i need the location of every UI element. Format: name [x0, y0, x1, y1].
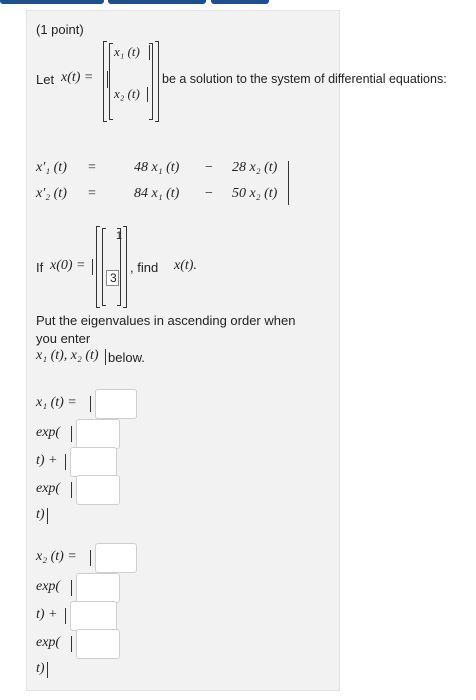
x1-coefficient-1-input[interactable]: [95, 389, 137, 419]
x2-label: x₂ (t) =: [36, 549, 77, 564]
inner-right-bracket: [149, 43, 153, 120]
exp-label: exp(: [36, 635, 61, 650]
x1-label: x₁ (t) =: [36, 395, 77, 410]
exp-label: exp(: [36, 579, 61, 594]
cursor-bar: [71, 482, 72, 498]
cursor-bar: [65, 608, 66, 624]
cursor-bar: [107, 71, 108, 88]
t-plus-label: t) +: [36, 453, 58, 468]
instruction-line-1: Put the eigenvalues in ascending order when: [36, 313, 296, 328]
x2-coefficient-2-input[interactable]: [70, 601, 117, 631]
x2-coefficient-1-input[interactable]: [95, 543, 137, 573]
cursor-bar: [105, 349, 106, 365]
eq1-term2: 28 x₂ (t): [232, 160, 278, 175]
cursor-bar: [47, 508, 48, 524]
tab-strip-2[interactable]: [108, 0, 206, 4]
instruction-line-2: you enter: [36, 331, 91, 346]
x1-eigenvalue-1-input[interactable]: [76, 419, 120, 449]
eq2-operator: −: [205, 186, 213, 201]
eq1-lhs: x′₁ (t): [36, 160, 67, 175]
cursor-bar: [65, 454, 66, 470]
cursor-bar: [71, 426, 72, 442]
outer-right-bracket: [123, 226, 127, 308]
eq1-operator: −: [205, 160, 213, 175]
eq2-term1: 84 x₁ (t): [134, 186, 180, 201]
cursor-bar: [158, 71, 159, 88]
x1-eigenvalue-2-input[interactable]: [76, 475, 120, 505]
ic-find: x(t).: [174, 258, 197, 273]
eq2-equals: =: [88, 186, 96, 201]
ic-lhs: x(0) =: [50, 258, 86, 273]
ic-prefix: If: [36, 260, 44, 275]
t-close-label: t): [36, 507, 45, 522]
ic-value-2: 3: [106, 270, 119, 286]
x2-eigenvalue-1-input[interactable]: [76, 573, 120, 603]
ic-value-1: 1: [116, 230, 123, 242]
cursor-bar: [90, 396, 91, 412]
points-label: (1 point): [36, 22, 84, 37]
x-of-t-label: x(t) =: [61, 70, 94, 85]
t-plus-label: t) +: [36, 607, 58, 622]
outer-left-bracket: [96, 226, 100, 308]
eq2-lhs: x′₂ (t): [36, 186, 67, 201]
cursor-bar: [90, 550, 91, 566]
let-label: Let: [36, 72, 55, 87]
eq2-term2: 50 x₂ (t): [232, 186, 278, 201]
x2-eigenvalue-2-input[interactable]: [76, 629, 120, 659]
exp-label: exp(: [36, 425, 61, 440]
tab-strip-1[interactable]: [0, 0, 104, 4]
cursor-bar: [71, 636, 72, 652]
instruction-below: below.: [108, 350, 145, 365]
eq1-equals: =: [88, 160, 96, 175]
top-tabs: [0, 0, 300, 5]
exp-label: exp(: [36, 481, 61, 496]
cursor-bar: [71, 580, 72, 596]
inner-left-bracket: [102, 228, 106, 306]
t-close-label: t): [36, 661, 45, 676]
tab-strip-3[interactable]: [211, 0, 269, 4]
outer-left-bracket: [103, 41, 107, 122]
inner-right-bracket: [117, 228, 121, 306]
entry-bar: [147, 87, 148, 102]
equation-end-bar: [288, 161, 289, 205]
vector-entry-x2: x₂ (t): [114, 86, 140, 101]
x1-coefficient-2-input[interactable]: [70, 447, 117, 477]
inner-left-bracket: [109, 43, 113, 120]
vector-entry-x1: x₁ (t): [114, 44, 140, 59]
ic-suffix: , find: [130, 260, 159, 275]
cursor-bar: [92, 259, 93, 275]
cursor-bar: [47, 662, 48, 678]
instruction-vars: x₁ (t), x₂ (t): [36, 348, 99, 363]
system-text: be a solution to the system of differential equations:: [162, 72, 447, 86]
eq1-term1: 48 x₁ (t): [134, 160, 180, 175]
